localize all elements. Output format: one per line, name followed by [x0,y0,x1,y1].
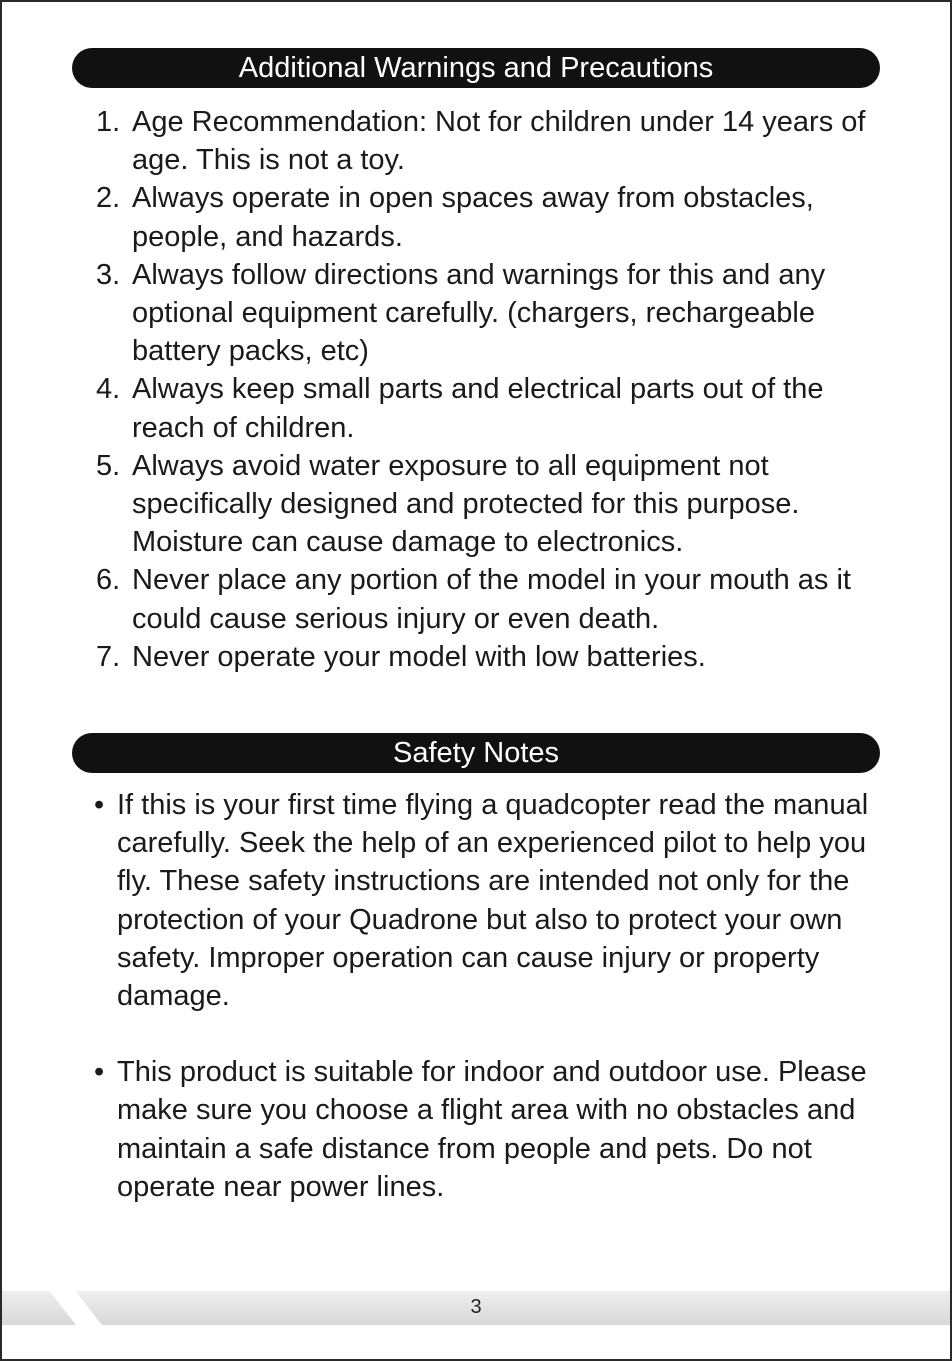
item-text: Always operate in open spaces away from obstacles, people, and hazards. [132,182,814,253]
page-number: 3 [470,1296,482,1318]
item-number: 3. [96,258,121,291]
item-text: Always follow directions and warnings for this and any optional equipment carefully. (chargers, rechargeable battery packs, etc) [132,258,826,368]
item-text: This product is suitable for indoor and outdoor use. Please make sure you choose a flight area with no obstacles and maintain a safe distance from people and pets. Do not operate near power lines. [117,1056,867,1203]
item-text: If this is your first time flying a quadcopter read the manual carefully. Seek the help of an experienced pilot to help you fly. These safety instructions are intended not only for the protection of your Quadrone but also to protect your own safety. Improper operation can cause injury or property damage. [117,789,869,1013]
item-number: 7. [96,640,121,673]
list-item [96,447,886,562]
item-number: 2. [96,182,121,215]
list-item [96,638,886,676]
item-number: 4. [96,373,121,406]
safety-list [94,786,884,1244]
section-header-safety [72,733,880,773]
list-item [96,103,886,179]
list-item [94,1053,884,1206]
item-text: Never place any portion of the model in your mouth as it could cause serious injury or even death. [132,564,851,635]
item-number: 6. [96,564,121,597]
item-number: 5. [96,449,121,482]
warnings-list [96,103,886,676]
section-title-warnings: Additional Warnings and Precautions [238,52,714,84]
section-header-warnings [72,48,880,88]
item-text: Age Recommendation: Not for children under 14 years of age. This is not a toy. [132,106,866,177]
bullet-marker: • [94,1056,105,1089]
list-item [96,179,886,255]
item-number: 1. [96,106,121,138]
list-item [96,256,886,371]
item-text: Never operate your model with low batteries. [132,640,706,673]
list-item [94,786,884,1015]
bullet-marker: • [94,789,105,821]
list-item [96,370,886,446]
list-item [96,561,886,637]
item-text: Always avoid water exposure to all equipment not specifically designed and protected for this purpose. Moisture can cause damage to electronics. [132,449,800,559]
item-text: Always keep small parts and electrical parts out of the reach of children. [132,373,824,444]
section-title-safety: Safety Notes [392,737,560,769]
